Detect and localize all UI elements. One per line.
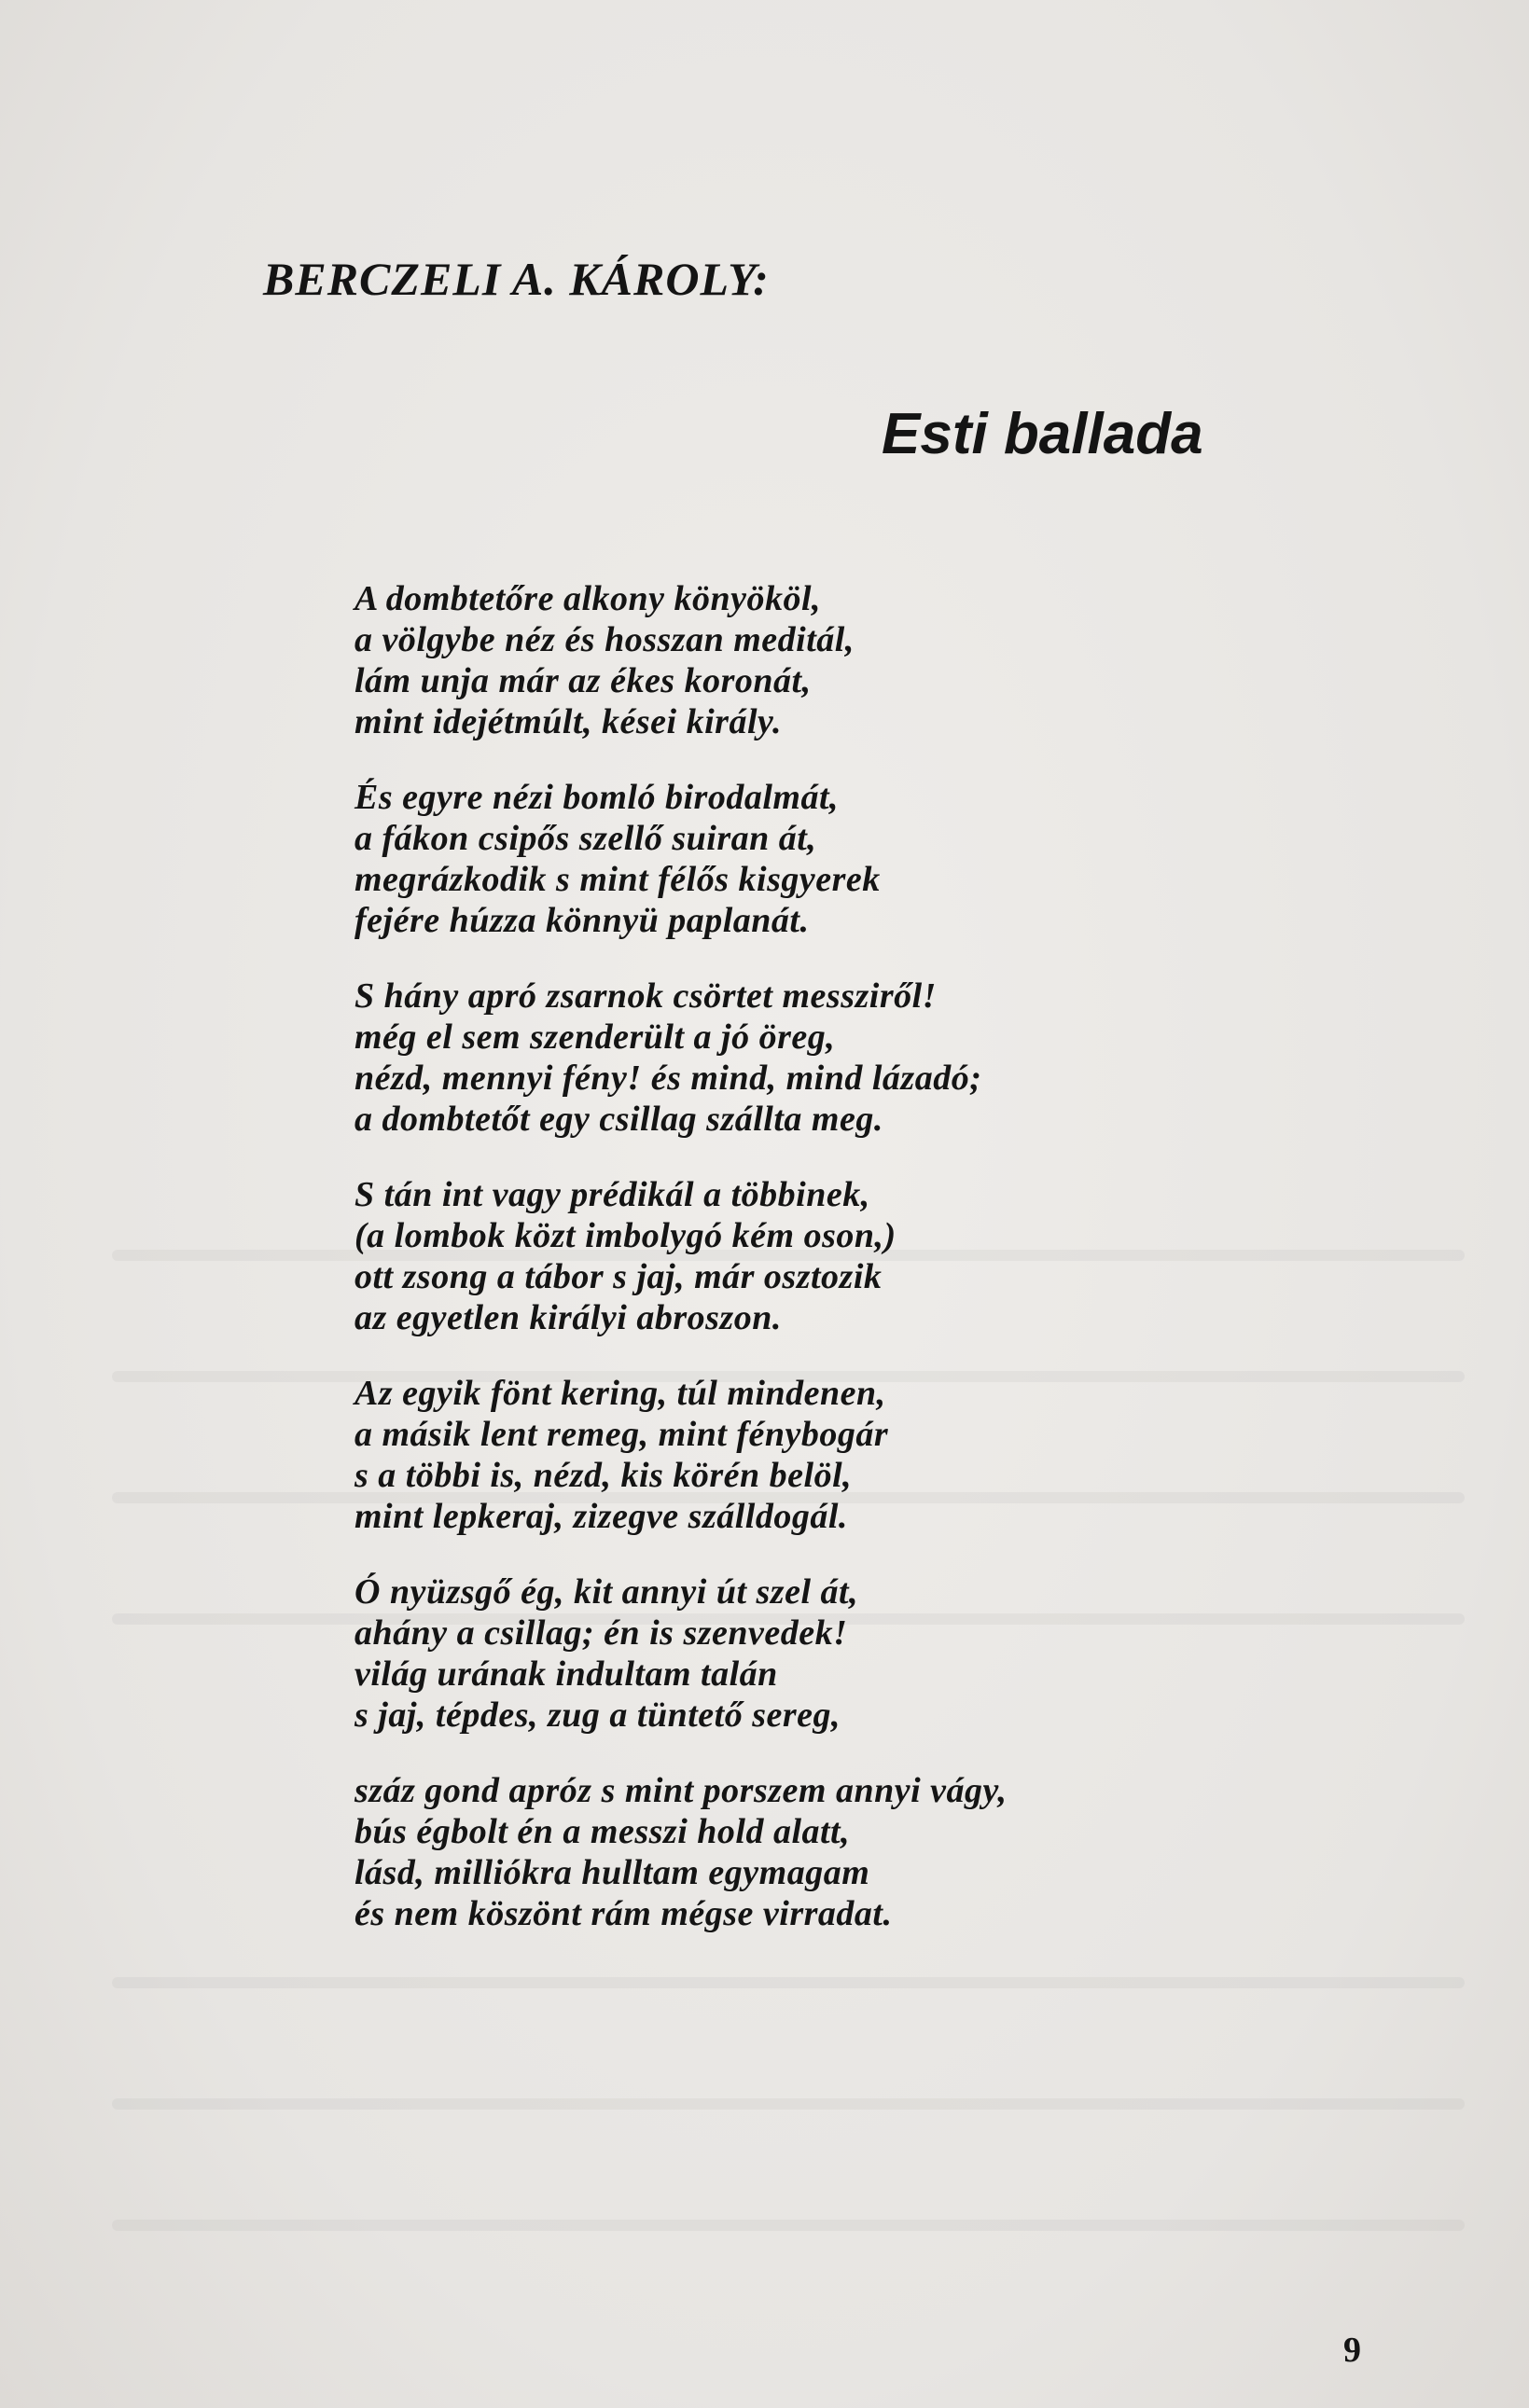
poem-line: a völgybe néz és hosszan meditál, [354, 620, 855, 659]
poem-line: bús égbolt én a messzi hold alatt, [354, 1812, 851, 1851]
poem-line: fejére húzza könnyü paplanát. [354, 901, 810, 940]
poem-line: lám unja már az ékes koronát, [354, 661, 812, 700]
poem-line: A dombtetőre alkony könyököl, [354, 579, 822, 618]
poem-line: s a többi is, nézd, kis körén belöl, [354, 1456, 853, 1495]
author-name: BERCZELI A. KÁROLY: [263, 253, 770, 305]
poem-line: Ó nyüzsgő ég, kit annyi út szel át, [354, 1572, 859, 1612]
bleed-through-line [112, 2098, 1465, 2110]
bleed-through-line [112, 1977, 1465, 1988]
poem-line: az egyetlen királyi abroszon. [354, 1298, 782, 1337]
poem-line: a fákon csipős szellő suiran át, [354, 819, 817, 858]
poem-line: még el sem szenderült a jó öreg, [354, 1017, 836, 1057]
poem-line: a másik lent remeg, mint fénybogár [354, 1415, 889, 1454]
poem-line: (a lombok közt imbolygó kém oson,) [354, 1216, 897, 1255]
poem-line: Az egyik fönt kering, túl mindenen, [354, 1374, 886, 1413]
poem-line: ahány a csillag; én is szenvedek! [354, 1613, 848, 1653]
poem-line: ott zsong a tábor s jaj, már osztozik [354, 1257, 883, 1296]
poem-line: száz gond apróz s mint porszem annyi vágy, [354, 1771, 1008, 1810]
poem-line: S tán int vagy prédikál a többinek, [354, 1175, 870, 1214]
stanza-1 [354, 578, 1287, 742]
stanza-5 [354, 1373, 1287, 1537]
poem-line: világ urának indultam talán [354, 1654, 778, 1694]
poem-line: nézd, mennyi fény! és mind, mind lázadó; [354, 1059, 982, 1098]
stanza-2 [354, 777, 1287, 941]
poem-line: megrázkodik s mint félős kisgyerek [354, 860, 881, 899]
poem-line: lásd, milliókra hulltam egymagam [354, 1853, 870, 1892]
poem-title: Esti ballada [882, 402, 1203, 466]
stanza-6 [354, 1571, 1287, 1736]
bleed-through-line [112, 2220, 1465, 2231]
poem-line: S hány apró zsarnok csörtet messziről! [354, 976, 937, 1016]
poem-line: És egyre nézi bomló birodalmát, [354, 778, 839, 817]
poem-line: a dombtetőt egy csillag szállta meg. [354, 1100, 883, 1139]
stanza-3 [354, 976, 1287, 1140]
stanza-4 [354, 1174, 1287, 1338]
poem-line: mint lepkeraj, zizegve szálldogál. [354, 1497, 848, 1536]
poem-line: mint idejétmúlt, kései király. [354, 702, 782, 741]
stanza-7 [354, 1770, 1287, 1934]
poem-body [354, 578, 1287, 1969]
poem-line: és nem köszönt rám mégse virradat. [354, 1894, 893, 1933]
page-number: 9 [1343, 2331, 1361, 2370]
poem-line: s jaj, tépdes, zug a tüntető sereg, [354, 1695, 841, 1735]
